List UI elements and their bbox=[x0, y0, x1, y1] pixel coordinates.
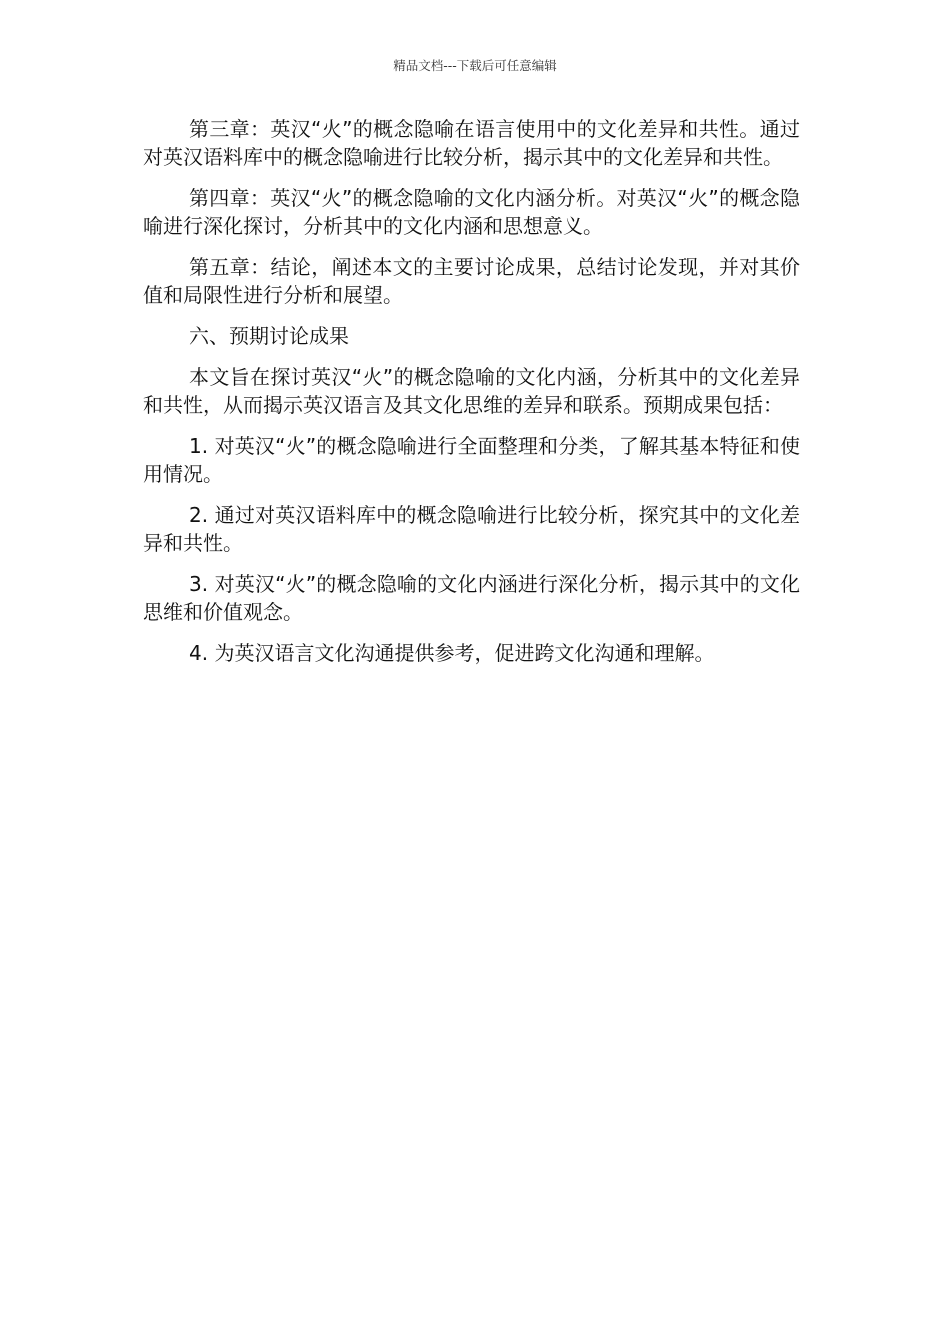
page-header: 精品文档---下载后可任意编辑 bbox=[393, 58, 557, 73]
paragraph-chapter-five: 第五章：结论，阐述本文的主要讨论成果，总结讨论发现，并对其价值和局限性进行分析和展望。 bbox=[143, 255, 800, 307]
document-body bbox=[143, 115, 800, 680]
list-item-4: 4. 为英汉语言文化沟通提供参考，促进跨文化沟通和理解。 bbox=[189, 641, 715, 665]
paragraph-chapter-three: 第三章：英汉“火”的概念隐喻在语言使用中的文化差异和共性。通过对英汉语料库中的概念隐喻进行比较分析，揭示其中的文化差异和共性。 bbox=[143, 117, 800, 169]
paragraph-chapter-four: 第四章：英汉“火”的概念隐喻的文化内涵分析。对英汉“火”的概念隐喻进行深化探讨，分析其中的文化内涵和思想意义。 bbox=[143, 186, 800, 238]
paragraph-expected-results-intro: 本文旨在探讨英汉“火”的概念隐喻的文化内涵，分析其中的文化差异和共性，从而揭示英汉语言及其文化思维的差异和联系。预期成果包括： bbox=[143, 365, 800, 417]
section-heading-expected-results: 六、预期讨论成果 bbox=[189, 324, 349, 348]
list-item-1: 1. 对英汉“火”的概念隐喻进行全面整理和分类，了解其基本特征和使用情况。 bbox=[143, 434, 800, 486]
list-item-2: 2. 通过对英汉语料库中的概念隐喻进行比较分析，探究其中的文化差异和共性。 bbox=[143, 503, 800, 555]
list-item-3: 3. 对英汉“火”的概念隐喻的文化内涵进行深化分析，揭示其中的文化思维和价值观念。 bbox=[143, 572, 800, 624]
